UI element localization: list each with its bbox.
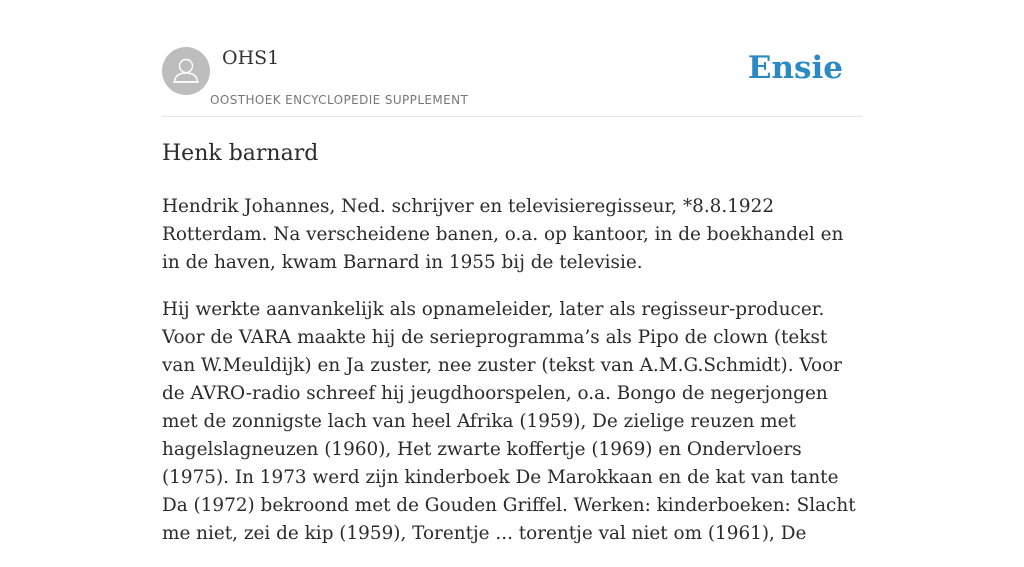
source-name-link[interactable]: OOSTHOEK ENCYCLOPEDIE SUPPLEMENT bbox=[210, 93, 469, 107]
article-title: Henk barnard bbox=[162, 141, 319, 166]
author-name-link[interactable]: OHS1 bbox=[222, 47, 280, 69]
article-content bbox=[162, 138, 862, 567]
user-avatar-icon bbox=[162, 47, 210, 95]
article-paragraph: Hendrik Johannes, Ned. schrijver en televisieregisseur, *8.8.1922 Rotterdam. Na verscheidene banen, o.a. op kantoor, in de boekhandel en in de haven, kwam Barnard in 1955 bij de televisie. bbox=[162, 196, 844, 273]
ensie-logo-link[interactable]: Ensie bbox=[747, 50, 843, 86]
article-header bbox=[162, 46, 862, 117]
article-paragraph: Hij werkte aanvankelijk als opnameleider, later als regisseur-producer. Voor de VARA maakte hij de serieprogramma’s als Pipo de clown (tekst van W.Meuldijk) en Ja zuster, nee zuster (tekst van A.M.G.Schmidt). Voor de AVRO-radio schreef hij jeugdhoorspelen, o.a. Bongo de negerjongen met de zonnigste lach van heel Afrika (1959), De zielige reuzen met hagelslagneuzen (1960), Het zwarte koffertje (1969) en Ondervloers (1975). In 1973 werd zijn kinderboek De Marokkaan en de kat van tante Da (1972) bekroond met de Gouden Griffel. Werken: kinderboeken: Slacht me niet, zei de kip (1959), Torentje ... torentje val niet om (1961), De bbox=[162, 299, 856, 544]
author-avatar[interactable] bbox=[162, 47, 210, 95]
